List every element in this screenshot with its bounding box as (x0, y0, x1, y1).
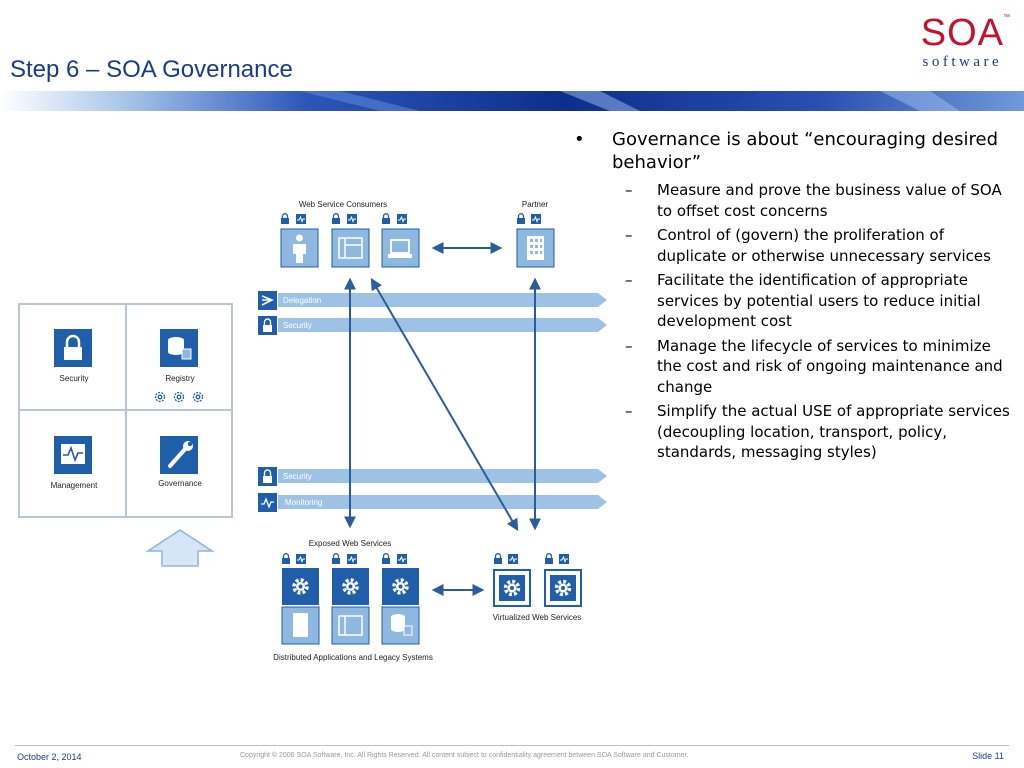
exposed-services-label: Exposed Web Services (308, 539, 392, 548)
sub-bullet: – Facilitate the identification of appropriate services by potential users to reduce initial development cost (625, 271, 981, 330)
delegation-band (258, 291, 607, 310)
footer-date: October 2, 2014 (17, 752, 82, 762)
distributed-apps-label: Distributed Applications and Legacy Systems (273, 653, 433, 662)
slide-number: Slide 11 (972, 751, 1004, 761)
management-monitor-icon (54, 436, 92, 474)
exposed-service-node (332, 554, 369, 644)
governance-grid (19, 304, 232, 517)
exposed-service-node (382, 554, 419, 644)
exposed-service-node (282, 554, 319, 644)
registry-database-icon (160, 329, 198, 367)
grid-label-management: Management (50, 481, 98, 490)
band-label-security-top: Security (283, 321, 312, 330)
consumer-computer-node (382, 214, 419, 267)
sub-bullet: – Measure and prove the business value of SOA to offset cost concerns (625, 181, 1002, 220)
footer-divider (15, 745, 1009, 746)
sub-bullet: – Control of (govern) the proliferation of duplicate or otherwise unnecessary services (625, 226, 991, 265)
grid-label-security: Security (59, 374, 89, 383)
bullet-dot-icon: • (574, 129, 585, 150)
partner-building-node (517, 214, 554, 267)
governance-wrench-icon (160, 436, 198, 474)
up-arrow-icon (148, 530, 212, 566)
consumer-virtualized-arrow (372, 280, 517, 529)
security-lock-icon (54, 329, 92, 367)
virtualized-service-node (545, 554, 581, 606)
sub-bullet: – Manage the lifecycle of services to minimize the cost and risk of ongoing maintenance and change (625, 336, 1003, 396)
monitoring-band (258, 493, 607, 512)
band-label-monitoring: Monitoring (285, 498, 323, 507)
band-label-security-bottom: Security (283, 472, 312, 481)
consumer-application-node (332, 214, 369, 267)
virtualized-services-label: Virtualized Web Services (492, 613, 582, 622)
bullet-list (574, 128, 1010, 467)
soa-software-logo (920, 12, 1010, 71)
security-band-bottom (258, 467, 607, 486)
security-band-top (258, 316, 607, 335)
sub-bullet-list (574, 180, 1010, 463)
partner-label: Partner (521, 200, 549, 209)
consumers-label: Web Service Consumers (298, 200, 388, 209)
logo-subtitle: software (922, 54, 1003, 70)
main-bullet-text: Governance is about “encouraging desired behavior” (612, 129, 998, 173)
grid-label-registry: Registry (165, 374, 195, 383)
logo-trademark: ™ (1003, 14, 1010, 21)
main-bullet (574, 128, 1010, 174)
slide-title: Step 6 – SOA Governance (10, 56, 293, 83)
footer-copyright: Copyright © 2006 SOA Software, Inc. All Rights Reserved. All content subject to confidentiality agreement between SOA Software and Customer. (240, 752, 689, 759)
consumer-person-node (281, 214, 318, 267)
sub-bullet: – Simplify the actual USE of appropriate services (decoupling location, transport, policy, standards, messaging styles) (625, 402, 1010, 461)
virtualized-service-node (494, 554, 530, 606)
grid-label-governance: Governance (158, 479, 202, 488)
band-label-delegation: Delegation (283, 296, 322, 305)
logo-brand: SOA (920, 12, 1004, 54)
